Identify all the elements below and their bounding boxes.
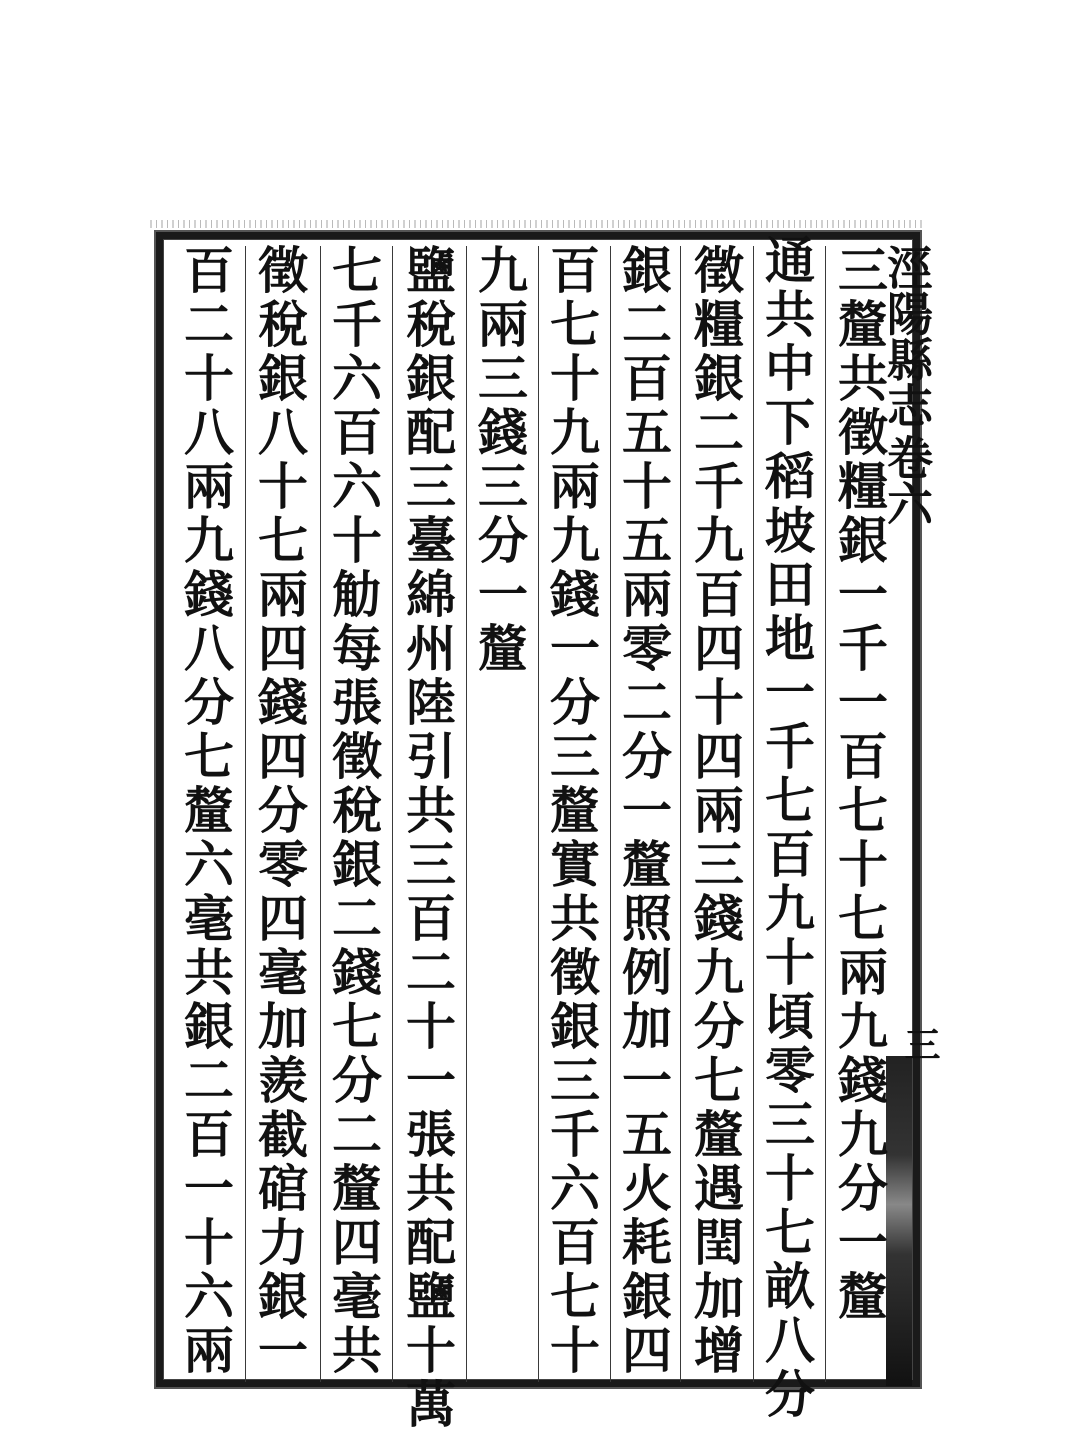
glyph: 一 — [838, 565, 888, 624]
glyph: 加 — [694, 1267, 744, 1326]
glyph: 三 — [406, 835, 456, 894]
glyph: 百 — [838, 727, 888, 786]
glyph: 加 — [622, 997, 672, 1056]
glyph: 兩 — [478, 295, 528, 354]
glyph: 鹽 — [406, 1267, 456, 1326]
glyph: 三 — [765, 1095, 815, 1154]
glyph: 七 — [765, 771, 815, 830]
glyph: 羨 — [258, 1051, 308, 1110]
glyph: 徵 — [258, 241, 308, 300]
glyph: 百 — [184, 1105, 234, 1164]
glyph: 銀 — [838, 511, 888, 570]
glyph: 六 — [184, 1267, 234, 1326]
glyph: 兩 — [184, 457, 234, 516]
glyph: 二 — [184, 1051, 234, 1110]
glyph: 百 — [550, 1213, 600, 1272]
glyph: 二 — [184, 295, 234, 354]
glyph: 二 — [332, 889, 382, 948]
glyph: 九 — [478, 241, 528, 300]
glyph: 零 — [765, 1041, 815, 1100]
column-text — [329, 241, 385, 1380]
glyph: 一 — [765, 663, 815, 722]
glyph: 六 — [332, 349, 382, 408]
glyph: 銀 — [332, 835, 382, 894]
column-text — [403, 241, 459, 1434]
glyph: 釐 — [622, 835, 672, 894]
glyph: 田 — [765, 555, 815, 614]
glyph: 零 — [258, 835, 308, 894]
text-column — [614, 241, 680, 1380]
glyph: 徵 — [694, 241, 744, 300]
glyph: 徵 — [332, 727, 382, 786]
glyph: 一 — [258, 1321, 308, 1380]
glyph: 十 — [550, 1321, 600, 1380]
text-column — [542, 241, 608, 1380]
glyph: 引 — [406, 727, 456, 786]
glyph: 十 — [765, 933, 815, 992]
glyph: 千 — [694, 457, 744, 516]
column-rule — [680, 246, 681, 1382]
column-text — [762, 231, 818, 1424]
glyph: 十 — [406, 1321, 456, 1380]
glyph: 徵 — [550, 943, 600, 1002]
glyph: 中 — [765, 339, 815, 398]
glyph: 百 — [694, 565, 744, 624]
glyph: 力 — [258, 1213, 308, 1272]
glyph: 耗 — [622, 1213, 672, 1272]
glyph: 一 — [622, 1051, 672, 1110]
glyph: 二 — [694, 403, 744, 462]
glyph: 共 — [765, 285, 815, 344]
glyph: 百 — [550, 241, 600, 300]
glyph: 實 — [550, 835, 600, 894]
glyph: 九 — [694, 943, 744, 1002]
glyph: 稻 — [765, 447, 815, 506]
glyph: 照 — [622, 889, 672, 948]
glyph: 共 — [550, 889, 600, 948]
glyph: 百 — [406, 889, 456, 948]
glyph: 糧 — [694, 295, 744, 354]
glyph: 九 — [838, 1105, 888, 1164]
column-text — [255, 241, 311, 1380]
glyph: 四 — [258, 727, 308, 786]
glyph: 釐 — [838, 295, 888, 354]
glyph: 釐 — [184, 781, 234, 840]
glyph: 觔 — [332, 565, 382, 624]
glyph: 七 — [765, 1203, 815, 1262]
glyph: 十 — [694, 673, 744, 732]
glyph: 共 — [406, 1159, 456, 1218]
glyph: 下 — [765, 393, 815, 452]
glyph: 共 — [406, 781, 456, 840]
glyph: 五 — [622, 511, 672, 570]
glyph: 分 — [332, 1051, 382, 1110]
glyph: 七 — [184, 727, 234, 786]
glyph: 七 — [550, 1267, 600, 1326]
glyph: 銀 — [694, 349, 744, 408]
glyph: 分 — [765, 1365, 815, 1424]
glyph: 七 — [550, 295, 600, 354]
glyph: 分 — [550, 673, 600, 732]
glyph: 錢 — [694, 889, 744, 948]
glyph: 百 — [184, 241, 234, 300]
glyph: 陸 — [406, 673, 456, 732]
glyph: 釐 — [694, 1105, 744, 1164]
glyph: 十 — [332, 511, 382, 570]
glyph: 百 — [332, 403, 382, 462]
column-rule — [753, 246, 754, 1382]
glyph: 十 — [258, 457, 308, 516]
glyph: 稅 — [258, 295, 308, 354]
glyph: 一 — [184, 1159, 234, 1218]
glyph: 分 — [622, 727, 672, 786]
glyph: 七 — [838, 781, 888, 840]
glyph: 糧 — [838, 457, 888, 516]
glyph: 一 — [406, 1051, 456, 1110]
glyph: 六 — [332, 457, 382, 516]
glyph: 八 — [184, 619, 234, 678]
glyph: 通 — [765, 231, 815, 290]
column-rule — [320, 246, 321, 1382]
glyph: 六 — [550, 1159, 600, 1218]
glyph: 三 — [478, 349, 528, 408]
glyph: 閏 — [694, 1213, 744, 1272]
glyph: 銀 — [622, 1267, 672, 1326]
glyph: 千 — [765, 717, 815, 776]
glyph: 二 — [406, 943, 456, 1002]
glyph: 一 — [622, 781, 672, 840]
glyph: 十 — [406, 997, 456, 1056]
glyph: 錢 — [184, 565, 234, 624]
glyph: 毫 — [184, 889, 234, 948]
text-column — [324, 241, 390, 1380]
text-column — [470, 241, 536, 1376]
page-number: 三 — [899, 1026, 941, 1062]
scan-edge — [150, 220, 926, 228]
glyph: 四 — [258, 889, 308, 948]
glyph: 一 — [838, 673, 888, 732]
glyph: 七 — [838, 889, 888, 948]
glyph: 火 — [622, 1159, 672, 1218]
glyph: 張 — [406, 1105, 456, 1164]
glyph: 五 — [622, 403, 672, 462]
glyph: 錢 — [838, 1051, 888, 1110]
glyph: 八 — [765, 1311, 815, 1370]
glyph: 三 — [478, 457, 528, 516]
glyph: 銀 — [406, 349, 456, 408]
glyph: 徵 — [838, 403, 888, 462]
glyph: 錢 — [550, 565, 600, 624]
glyph: 坡 — [765, 501, 815, 560]
glyph: 二 — [622, 295, 672, 354]
glyph: 分 — [838, 1159, 888, 1218]
glyph: 九 — [838, 997, 888, 1056]
glyph: 綿 — [406, 565, 456, 624]
glyph: 四 — [694, 727, 744, 786]
glyph: 稅 — [332, 781, 382, 840]
glyph: 釐 — [838, 1267, 888, 1326]
text-column — [176, 241, 242, 1380]
glyph: 三 — [694, 835, 744, 894]
glyph: 加 — [258, 997, 308, 1056]
text-column — [757, 231, 823, 1424]
glyph: 分 — [184, 673, 234, 732]
glyph: 九 — [184, 511, 234, 570]
glyph: 銀 — [622, 241, 672, 300]
glyph: 銀 — [258, 349, 308, 408]
glyph: 三 — [550, 1051, 600, 1110]
glyph: 州 — [406, 619, 456, 678]
glyph: 九 — [550, 403, 600, 462]
column-text — [475, 241, 531, 678]
glyph: 配 — [406, 403, 456, 462]
glyph: 例 — [622, 943, 672, 1002]
column-rule — [392, 246, 393, 1382]
glyph: 三 — [838, 241, 888, 300]
glyph: 六 — [184, 835, 234, 894]
glyph: 十 — [184, 349, 234, 408]
glyph: 千 — [838, 619, 888, 678]
glyph: 四 — [694, 619, 744, 678]
glyph: 張 — [332, 673, 382, 732]
glyph: 釐 — [550, 781, 600, 840]
glyph: 共 — [332, 1321, 382, 1380]
column-rule — [610, 246, 611, 1382]
text-column — [398, 241, 464, 1434]
glyph: 兩 — [258, 565, 308, 624]
glyph: 毫 — [258, 943, 308, 1002]
glyph: 錢 — [332, 943, 382, 1002]
glyph: 錢 — [258, 673, 308, 732]
column-rule — [538, 246, 539, 1382]
glyph: 銀 — [258, 1267, 308, 1326]
glyph: 二 — [622, 673, 672, 732]
glyph: 地 — [765, 609, 815, 668]
glyph: 百 — [765, 825, 815, 884]
glyph: 頃 — [765, 987, 815, 1046]
glyph: 畝 — [765, 1257, 815, 1316]
glyph: 七 — [258, 511, 308, 570]
glyph: 二 — [332, 1105, 382, 1164]
glyph: 十 — [765, 1149, 815, 1208]
glyph: 萬 — [406, 1375, 456, 1434]
glyph: 千 — [332, 295, 382, 354]
glyph: 九 — [550, 511, 600, 570]
glyph: 十 — [838, 835, 888, 894]
glyph: 釐 — [478, 619, 528, 678]
glyph: 兩 — [838, 943, 888, 1002]
glyph: 零 — [622, 619, 672, 678]
glyph: 共 — [838, 349, 888, 408]
glyph: 一 — [838, 1213, 888, 1272]
glyph: 釐 — [332, 1159, 382, 1218]
glyph: 百 — [622, 349, 672, 408]
column-rule — [245, 246, 246, 1382]
glyph: 四 — [332, 1213, 382, 1272]
glyph: 八 — [258, 403, 308, 462]
text-column — [830, 241, 896, 1376]
glyph: 三 — [550, 727, 600, 786]
glyph: 七 — [332, 997, 382, 1056]
glyph: 錢 — [478, 403, 528, 462]
glyph: 九 — [765, 879, 815, 938]
glyph: 四 — [258, 619, 308, 678]
glyph: 兩 — [622, 565, 672, 624]
glyph: 七 — [332, 241, 382, 300]
glyph: 分 — [258, 781, 308, 840]
column-text — [181, 241, 237, 1380]
glyph: 分 — [694, 997, 744, 1056]
glyph: 臺 — [406, 511, 456, 570]
glyph: 十 — [184, 1213, 234, 1272]
glyph: 兩 — [184, 1321, 234, 1380]
glyph: 每 — [332, 619, 382, 678]
glyph: 一 — [550, 619, 600, 678]
column-text — [619, 241, 675, 1380]
column-rule — [825, 246, 826, 1382]
glyph: 四 — [622, 1321, 672, 1380]
glyph: 十 — [550, 349, 600, 408]
glyph: 遇 — [694, 1159, 744, 1218]
glyph: 共 — [184, 943, 234, 1002]
glyph: 十 — [622, 457, 672, 516]
glyph: 截 — [258, 1105, 308, 1164]
glyph: 兩 — [550, 457, 600, 516]
text-column — [686, 241, 752, 1380]
glyph: 稅 — [406, 295, 456, 354]
glyph: 銀 — [550, 997, 600, 1056]
glyph: 九 — [694, 511, 744, 570]
column-text — [547, 241, 603, 1380]
glyph: 三 — [406, 457, 456, 516]
column-text — [835, 241, 891, 1326]
glyph: 兩 — [694, 781, 744, 840]
glyph: 䃔 — [258, 1159, 308, 1218]
column-text — [691, 241, 747, 1380]
text-column — [250, 241, 316, 1380]
glyph: 配 — [406, 1213, 456, 1272]
glyph: 一 — [478, 565, 528, 624]
title-text: 涇陽縣志 — [880, 244, 934, 428]
glyph: 銀 — [184, 997, 234, 1056]
column-rule — [466, 246, 467, 1382]
glyph: 毫 — [332, 1267, 382, 1326]
glyph: 五 — [622, 1105, 672, 1164]
glyph: 八 — [184, 403, 234, 462]
glyph: 增 — [694, 1321, 744, 1380]
glyph: 七 — [694, 1051, 744, 1110]
glyph: 分 — [478, 511, 528, 570]
volume-text: 卷六 — [880, 434, 934, 526]
glyph: 千 — [550, 1105, 600, 1164]
book-page — [150, 226, 941, 1434]
glyph: 鹽 — [406, 241, 456, 300]
